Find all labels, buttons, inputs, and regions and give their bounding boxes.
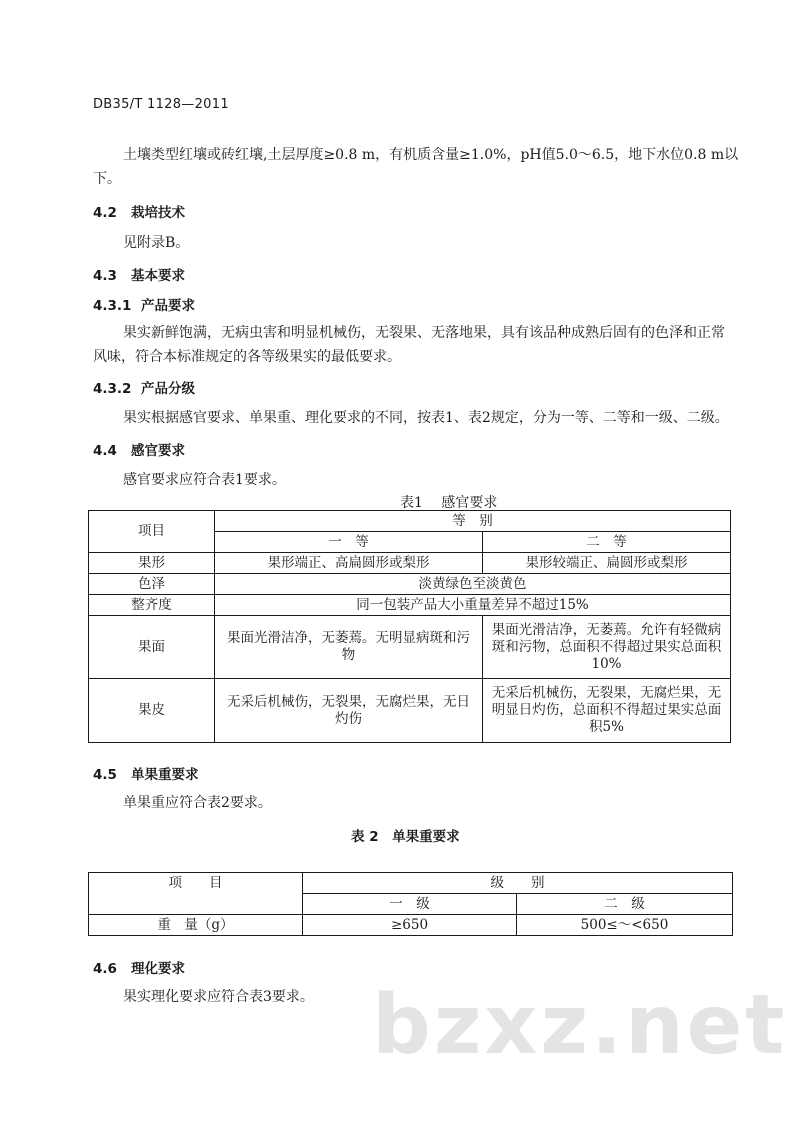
paragraph-product-line1: 果实新鲜饱满，无病虫害和明显机械伤，无裂果、无落地果，具有该品种成熟后固有的色泽和正常 bbox=[123, 325, 725, 341]
table2-caption: 表 2 单果重要求 bbox=[351, 829, 460, 845]
paragraph-sensory: 感官要求应符合表1要求。 bbox=[123, 472, 286, 488]
heading-4-3-1: 4.3.1 产品要求 bbox=[93, 298, 195, 314]
table1-cell: 果面光滑洁净，无萎蔫。允许有轻微病斑和污物，总面积不得超过果实总面积10% bbox=[483, 616, 731, 679]
table2-header-first: 一 级 bbox=[303, 894, 517, 915]
table1-cell: 果面光滑洁净，无萎蔫。无明显病斑和污物 bbox=[215, 616, 483, 679]
table1-cell: 淡黄绿色至淡黄色 bbox=[215, 574, 731, 595]
table1-header-first: 一 等 bbox=[215, 532, 483, 553]
table1-cell: 无采后机械伤，无裂果，无腐烂果，无日灼伤 bbox=[215, 679, 483, 743]
heading-4-3-2: 4.3.2 产品分级 bbox=[93, 381, 195, 397]
paragraph-physchem: 果实理化要求应符合表3要求。 bbox=[123, 989, 314, 1005]
table1-row-label-peel: 果皮 bbox=[89, 679, 215, 743]
table1-caption: 表1 感官要求 bbox=[400, 495, 498, 511]
table1-cell: 同一包装产品大小重量差异不超过15% bbox=[215, 595, 731, 616]
table2-header-second: 二 级 bbox=[517, 894, 733, 915]
heading-4-5: 4.5 单果重要求 bbox=[93, 767, 199, 783]
watermark-text: bzxz.net bbox=[372, 978, 788, 1073]
paragraph-product-line2: 风味，符合本标准规定的各等级果实的最低要求。 bbox=[93, 349, 401, 365]
heading-4-4: 4.4 感官要求 bbox=[93, 443, 185, 459]
table2-row-label-weight: 重 量（g） bbox=[89, 915, 303, 936]
table2-header-item: 项 目 bbox=[89, 873, 303, 915]
heading-4-3: 4.3 基本要求 bbox=[93, 268, 185, 284]
table-single-fruit-weight bbox=[88, 872, 733, 936]
table1-row-label-uniform: 整齐度 bbox=[89, 595, 215, 616]
table1-header-item: 项目 bbox=[89, 511, 215, 553]
table2-cell: ≥650 bbox=[303, 915, 517, 936]
table1-row-label-color: 色泽 bbox=[89, 574, 215, 595]
table1-header-second: 二 等 bbox=[483, 532, 731, 553]
paragraph-grading: 果实根据感官要求、单果重、理化要求的不同，按表1、表2规定，分为一等、二等和一级、二级。 bbox=[123, 410, 729, 426]
table2-cell: 500≤～<650 bbox=[517, 915, 733, 936]
table1-header-grade: 等 别 bbox=[215, 511, 731, 532]
paragraph-soil-line1: 土壤类型红壤或砖红壤,土层厚度≥0.8 m，有机质含量≥1.0%，pH值5.0～6.5，地下水位0.8 m以 bbox=[123, 147, 739, 163]
table-sensory-requirements bbox=[88, 510, 731, 743]
table1-row-label-shape: 果形 bbox=[89, 553, 215, 574]
table1-cell: 果形较端正、扁圆形或梨形 bbox=[483, 553, 731, 574]
table-row bbox=[89, 553, 731, 574]
paragraph-weight: 单果重应符合表2要求。 bbox=[123, 795, 272, 811]
paragraph-soil-line2: 下。 bbox=[93, 171, 121, 187]
heading-4-2: 4.2 栽培技术 bbox=[93, 205, 185, 221]
heading-4-6: 4.6 理化要求 bbox=[93, 961, 185, 977]
standard-code: DB35/T 1128—2011 bbox=[93, 97, 229, 112]
paragraph-cultivation: 见附录B。 bbox=[123, 235, 190, 251]
table1-cell: 无采后机械伤，无裂果，无腐烂果，无明显日灼伤，总面积不得超过果实总面积5% bbox=[483, 679, 731, 743]
table-row bbox=[89, 595, 731, 616]
table2-header-grade: 级 别 bbox=[303, 873, 733, 894]
table1-row-label-surface: 果面 bbox=[89, 616, 215, 679]
table-row bbox=[89, 915, 733, 936]
table-row bbox=[89, 679, 731, 743]
table-row bbox=[89, 574, 731, 595]
table1-cell: 果形端正、高扁圆形或梨形 bbox=[215, 553, 483, 574]
table-row bbox=[89, 616, 731, 679]
